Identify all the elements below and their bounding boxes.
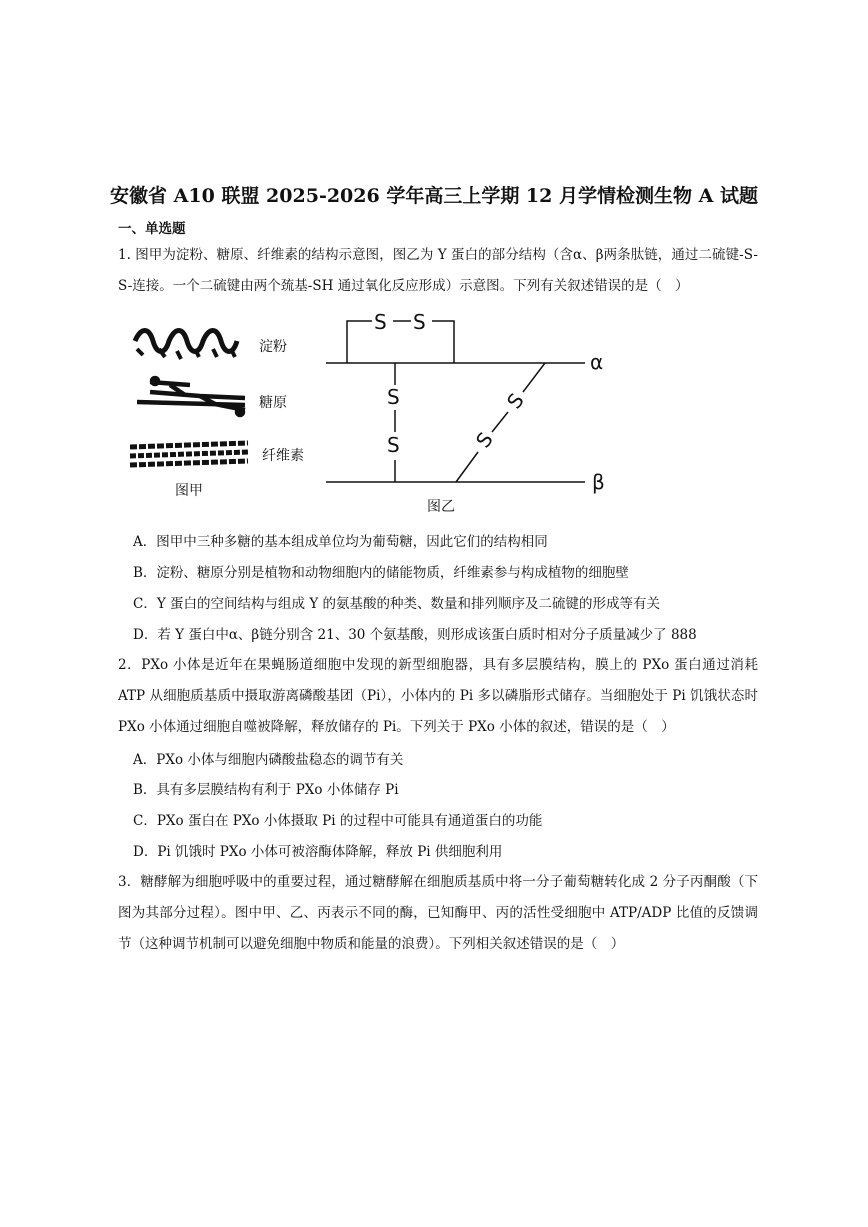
sulfur-label: S (387, 385, 400, 409)
question-1-option-c[interactable]: C．Y 蛋白的空间结构与组成 Y 的氨基酸的种类、数量和排列顺序及二硫键的形成等有关 (133, 596, 661, 612)
sulfur-label: S (413, 310, 426, 334)
question-1-stem: 1. 图甲为淀粉、糖原、纤维素的结构示意图，图乙为 Y 蛋白的部分结构（含α、β两条肽链，通过二硫键-S-S-连接。一个二硫键由两个巯基-SH 通过氧化反应形成）示意图。下列有关叙述错误的是（ ） (118, 247, 758, 294)
figure-a-caption: 图甲 (175, 483, 203, 499)
section-heading: 一、单选题 (118, 221, 186, 237)
protein-y-diagram (326, 321, 585, 482)
sulfur-label: S (501, 388, 529, 414)
question-1-option-d[interactable]: D．若 Y 蛋白中α、β链分别含 21、30 个氨基酸，则形成该蛋白质时相对分子质量减少了 888 (133, 627, 697, 643)
starch-structure (135, 331, 237, 360)
sulfur-label: S (374, 310, 387, 334)
question-2-option-b[interactable]: B．具有多层膜结构有利于 PXo 小体储存 Pi (133, 782, 399, 798)
question-2-option-c[interactable]: C．PXo 蛋白在 PXo 小体摄取 Pi 的过程中可能具有通道蛋白的功能 (133, 813, 543, 829)
question-2-stem: 2．PXo 小体是近年在果蝇肠道细胞中发现的新型细胞器，具有多层膜结构，膜上的 PXo 蛋白通过消耗 ATP 从细胞质基质中摄取游离磷酸基团（Pi），小体内的 Pi 多以磷脂形式储存。当细胞处于 Pi 饥饿状态时 PXo 小体通过细胞自噬被降解，释放储存的 Pi。下列关于 PXo 小体的叙述，错误的是（ ） (118, 657, 758, 735)
sulfur-label: S (470, 427, 498, 453)
cellulose-structure (130, 443, 248, 465)
glycogen-label: 糖原 (259, 395, 287, 411)
question-1-option-a[interactable]: A．图甲中三种多糖的基本组成单位均为葡萄糖，因此它们的结构相同 (133, 534, 548, 550)
cellulose-label: 纤维素 (262, 448, 304, 464)
figure-b-caption: 图乙 (427, 499, 455, 515)
beta-label: β (592, 470, 605, 494)
glycogen-structure (137, 378, 245, 415)
question-3-stem: 3．糖酵解为细胞呼吸中的重要过程，通过糖酵解在细胞质基质中将一分子葡萄糖转化成 2 分子丙酮酸（下图为其部分过程）。图中甲、乙、丙表示不同的酶，已知酶甲、丙的活性受细胞中 ATP/ADP 比值的反馈调节（这种调节机制可以避免细胞中物质和能量的浪费）。下列相关叙述错误的是（ ） (118, 874, 758, 952)
alpha-label: α (590, 350, 604, 374)
sulfur-label: S (387, 433, 400, 457)
starch-label: 淀粉 (259, 339, 287, 355)
question-1-option-b[interactable]: B．淀粉、糖原分别是植物和动物细胞内的储能物质，纤维素参与构成植物的细胞壁 (133, 565, 629, 581)
question-2-option-a[interactable]: A．PXo 小体与细胞内磷酸盐稳态的调节有关 (133, 752, 404, 768)
question-2-option-d[interactable]: D．Pi 饥饿时 PXo 小体可被溶酶体降解，释放 Pi 供细胞利用 (133, 844, 503, 860)
page-title: 安徽省 A10 联盟 2025-2026 学年高三上学期 12 月学情检测生物 A 试题 (110, 185, 758, 207)
